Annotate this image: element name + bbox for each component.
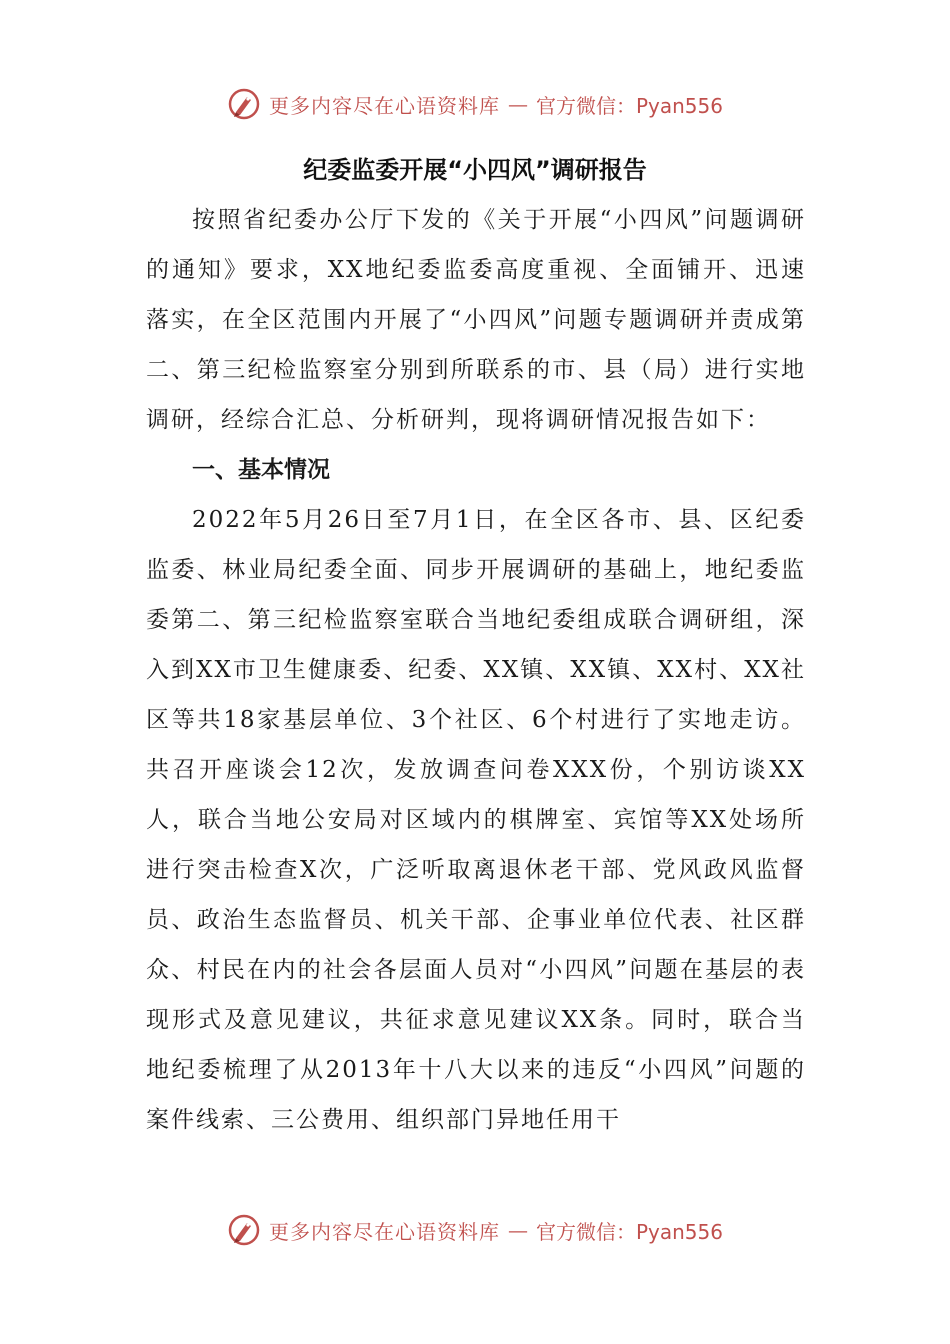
banner-contact-text: 官方微信：Pyan556	[535, 93, 723, 118]
section-heading-basic-situation: 一、基本情况	[192, 457, 330, 483]
banner-separator: —	[507, 1218, 528, 1242]
header-banner	[0, 84, 950, 124]
banner-promo-text: 更多内容尽在心语资料库	[268, 1219, 500, 1244]
footer-banner	[0, 1210, 950, 1250]
section-body-paragraph: 2022年5月26日至7月1日，在全区各市、县、区纪委监委、林业局纪委全面、同步开展调研的基础上，地纪委监委第二、第三纪检监察室联合当地纪委组成联合调研组，深入到XX市卫生健康委、纪委、XX镇、XX镇、XX村、XX社区等共18家基层单位、3个社区、6个村进行了实地走访。共召开座谈会12次，发放调查问卷XXX份，个别访谈XX人，联合当地公安局对区域内的棋牌室、宾馆等XX处场所进行突击检查X次，广泛听取离退休老干部、党风政风监督员、政治生态监督员、机关干部、企事业单位代表、社区群众、村民在内的社会各层面人员对“小四风”问题在基层的表现形式及意见建议，共征求意见建议XX条。同时，联合当地纪委梳理了从2013年十八大以来的违反“小四风”问题的案件线索、三公费用、组织部门异地任用干	[146, 507, 806, 1133]
pen-nib-logo-icon	[227, 87, 261, 121]
intro-paragraph: 按照省纪委办公厅下发的《关于开展“小四风”问题调研的通知》要求，XX地纪委监委高度重视、全面铺开、迅速落实，在全区范围内开展了“小四风”问题专题调研并责成第二、第三纪检监察室分别到所联系的市、县（局）进行实地调研，经综合汇总、分析研判，现将调研情况报告如下：	[146, 207, 806, 433]
document-title: 纪委监委开展“小四风”调研报告	[303, 156, 647, 184]
banner-contact-text: 官方微信：Pyan556	[535, 1219, 723, 1244]
banner-separator: —	[507, 92, 528, 116]
pen-nib-logo-icon	[227, 1213, 261, 1247]
banner-promo-text: 更多内容尽在心语资料库	[268, 93, 500, 118]
document-body	[146, 195, 806, 1145]
